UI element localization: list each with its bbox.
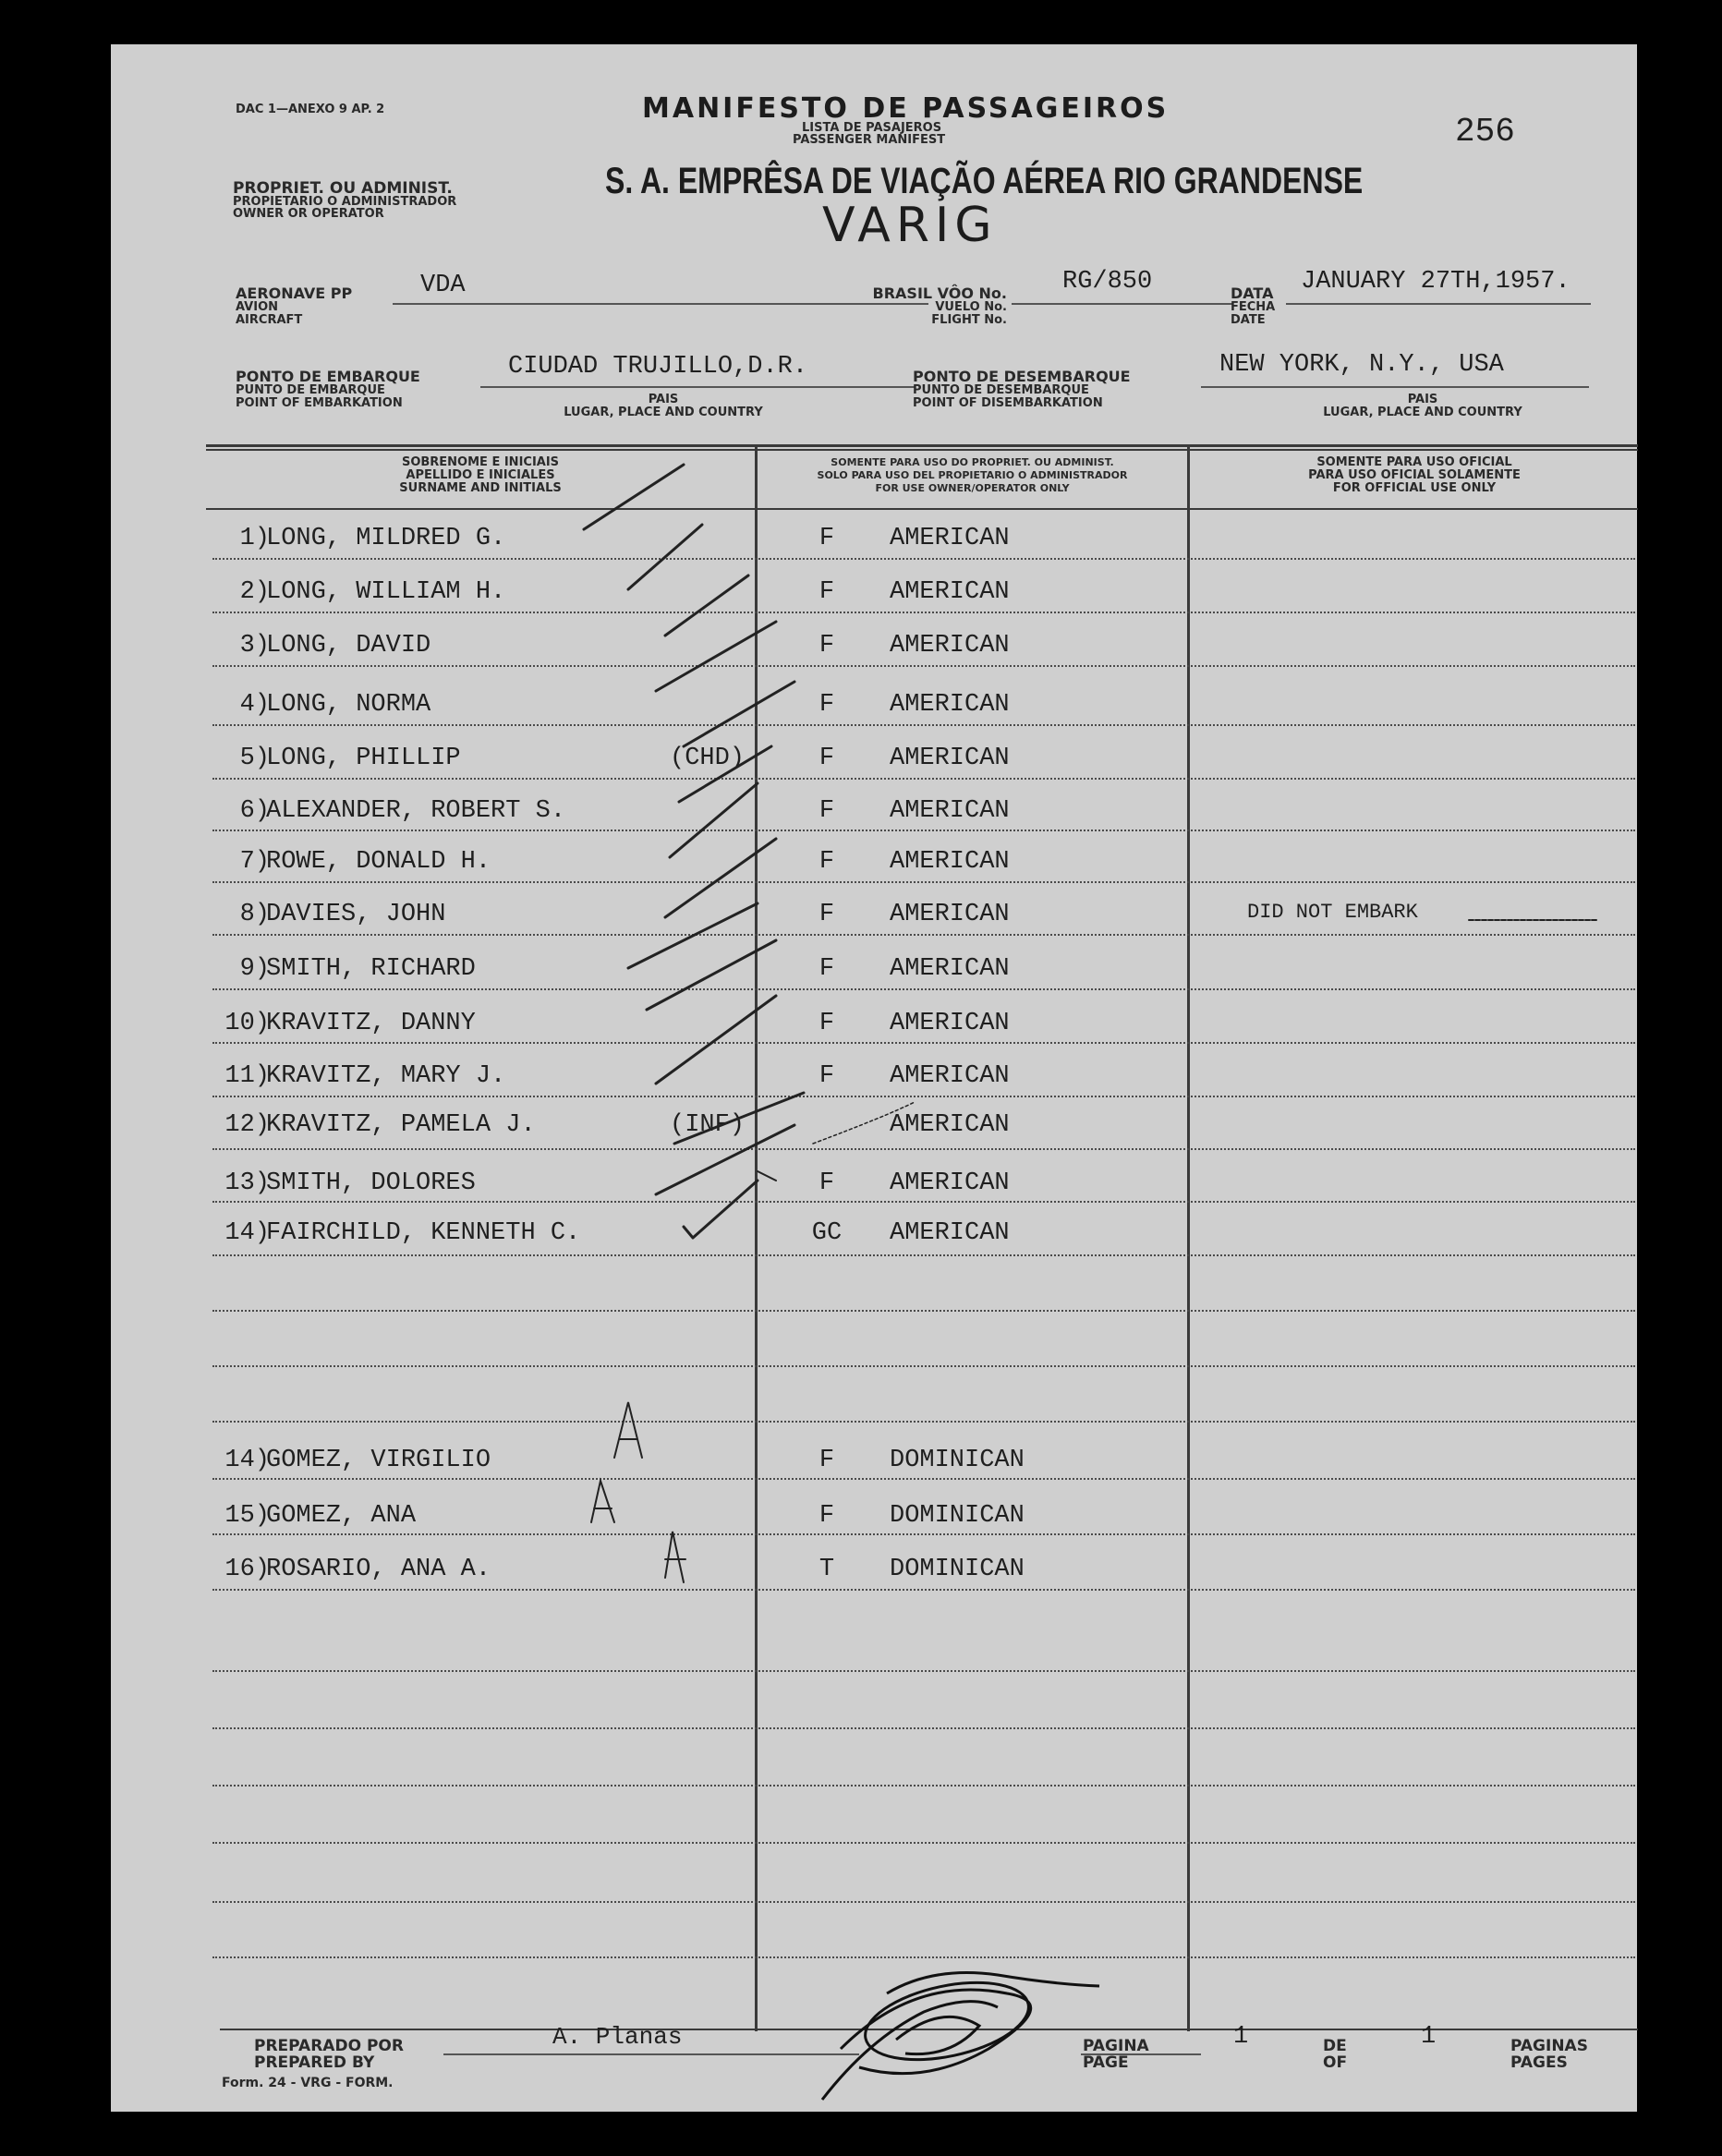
passenger-name: SMITH, RICHARD: [266, 955, 476, 983]
company-name: S. A. EMPRÊSA DE VIAÇÃO AÉREA RIO GRANDENSE: [605, 161, 1364, 201]
passenger-name: LONG, PHILLIP: [266, 745, 461, 772]
passenger-nationality: AMERICAN: [890, 1062, 1010, 1090]
col-header-names: SOBRENOME E INICIAIS APELLIDO E INICIALES SURNAME AND INITIALS: [399, 455, 562, 495]
passenger-code: F: [819, 955, 835, 983]
embark-value: CIUDAD TRUJILLO,D.R.: [508, 353, 808, 381]
passenger-number: 11): [224, 1062, 270, 1090]
passenger-name: LONG, WILLIAM H.: [266, 578, 506, 606]
form-footer: Form. 24 - VRG - FORM.: [222, 2076, 394, 2090]
page-current: 1: [1233, 2023, 1249, 2051]
page-total: 1: [1421, 2023, 1437, 2051]
passenger-nationality: DOMINICAN: [890, 1556, 1025, 1583]
passenger-nationality: DOMINICAN: [890, 1447, 1025, 1474]
prepared-label: PREPARADO POR PREPARED BY: [254, 2037, 404, 2072]
disembark-country-label: PAIS LUGAR, PLACE AND COUNTRY: [1323, 393, 1522, 419]
passenger-name: SMITH, DOLORES: [266, 1169, 476, 1197]
form-code: DAC 1—ANEXO 9 AP. 2: [236, 103, 385, 116]
passenger-name: KRAVITZ, DANNY: [266, 1010, 476, 1037]
manifest-title-en: PASSENGER MANIFEST: [793, 133, 946, 147]
passenger-nationality: AMERICAN: [890, 955, 1010, 983]
passenger-code: F: [819, 578, 835, 606]
company-short: VARIG: [822, 198, 998, 253]
page-label: PAGINA PAGE: [1083, 2037, 1149, 2072]
passenger-name: GOMEZ, ANA: [266, 1502, 417, 1530]
passenger-number: 9): [239, 955, 270, 983]
passenger-nationality: AMERICAN: [890, 1010, 1010, 1037]
passenger-name: KRAVITZ, PAMELA J.: [266, 1111, 536, 1139]
passenger-nationality: AMERICAN: [890, 525, 1010, 552]
passenger-name: GOMEZ, VIRGILIO: [266, 1447, 491, 1474]
of-label: DE OF: [1323, 2037, 1348, 2072]
passenger-number: 1): [239, 525, 270, 552]
page-stamp-number: 256: [1455, 113, 1515, 151]
passenger-code: T: [819, 1556, 835, 1583]
passenger-nationality: AMERICAN: [890, 1169, 1010, 1197]
passenger-code: F: [819, 1010, 835, 1037]
passenger-name: FAIRCHILD, KENNETH C.: [266, 1219, 581, 1247]
passenger-name: KRAVITZ, MARY J.: [266, 1062, 506, 1090]
passenger-number: 2): [239, 578, 270, 606]
embark-label: PONTO DE EMBARQUE PUNTO DE EMBARQUE POINT OF EMBARKATION: [236, 368, 420, 410]
passenger-number: 14): [224, 1219, 270, 1247]
passenger-number: 14): [224, 1447, 270, 1474]
passenger-code: F: [819, 691, 835, 719]
passenger-nationality: AMERICAN: [890, 745, 1010, 772]
passenger-name: LONG, NORMA: [266, 691, 431, 719]
passenger-nationality: AMERICAN: [890, 1219, 1010, 1247]
passenger-number: 3): [239, 632, 270, 660]
passenger-number: 12): [224, 1111, 270, 1139]
passenger-nationality: DOMINICAN: [890, 1502, 1025, 1530]
flight-value: RG/850: [1062, 268, 1153, 296]
passenger-code: F: [819, 1062, 835, 1090]
date-value: JANUARY 27TH,1957.: [1301, 268, 1570, 296]
passenger-number: 10): [224, 1010, 270, 1037]
passenger-code: F: [819, 797, 835, 825]
passenger-note: (INF): [670, 1111, 746, 1139]
passenger-name: ROSARIO, ANA A.: [266, 1556, 491, 1583]
passenger-code: F: [819, 848, 835, 876]
passenger-nationality: AMERICAN: [890, 632, 1010, 660]
aircraft-label: AERONAVE PP AVION AIRCRAFT: [236, 285, 353, 327]
pages-label: PAGINAS PAGES: [1510, 2037, 1588, 2072]
passenger-number: 5): [239, 745, 270, 772]
col-header-operator: SOMENTE PARA USO DO PROPRIET. OU ADMINIST. SOLO PARA USO DEL PROPIETARIO O ADMINISTRADOR FOR USE OWNER/OPERATOR ONLY: [817, 456, 1128, 494]
passenger-nationality: AMERICAN: [890, 848, 1010, 876]
passenger-name: DAVIES, JOHN: [266, 901, 446, 928]
passenger-number: 8): [239, 901, 270, 928]
date-label: DATA FECHA DATE: [1231, 285, 1276, 327]
manifest-title: MANIFESTO DE PASSAGEIROS: [642, 92, 1170, 125]
passenger-code: F: [819, 1447, 835, 1474]
passenger-number: 6): [239, 797, 270, 825]
aircraft-value: VDA: [420, 272, 466, 299]
passenger-number: 4): [239, 691, 270, 719]
col-header-official: SOMENTE PARA USO OFICIAL PARA USO OFICIAL SOLAMENTE FOR OFFICIAL USE ONLY: [1308, 455, 1521, 495]
passenger-code: GC: [811, 1219, 843, 1247]
check-marks: [111, 44, 1637, 2112]
passenger-note: (CHD): [670, 745, 746, 772]
passenger-nationality: AMERICAN: [890, 1111, 1010, 1139]
passenger-nationality: AMERICAN: [890, 691, 1010, 719]
passenger-code: F: [819, 632, 835, 660]
passenger-nationality: AMERICAN: [890, 901, 1010, 928]
passenger-code: F: [819, 745, 835, 772]
signature: [785, 1938, 1118, 2114]
passenger-number: 16): [224, 1556, 270, 1583]
passenger-name: LONG, MILDRED G.: [266, 525, 506, 552]
manifest-sheet: [111, 44, 1637, 2112]
passenger-name: ALEXANDER, ROBERT S.: [266, 797, 566, 825]
disembark-label: PONTO DE DESEMBARQUE PUNTO DE DESEMBARQUE POINT OF DISEMBARKATION: [913, 368, 1131, 410]
passenger-nationality: AMERICAN: [890, 578, 1010, 606]
disembark-value: NEW YORK, N.Y., USA: [1219, 351, 1504, 379]
prepared-by-value: A. Planas: [552, 2023, 683, 2051]
passenger-name: LONG, DAVID: [266, 632, 431, 660]
embark-country-label: PAIS LUGAR, PLACE AND COUNTRY: [564, 393, 763, 419]
manifest-title-es: LISTA DE PASAJEROS: [802, 121, 942, 135]
passenger-nationality: AMERICAN: [890, 797, 1010, 825]
official-remark: DID NOT EMBARK: [1247, 901, 1418, 924]
passenger-code: F: [819, 1169, 835, 1197]
passenger-number: 13): [224, 1169, 270, 1197]
owner-label: PROPRIET. OU ADMINIST. PROPIETARIO O ADMINISTRADOR OWNER OR OPERATOR: [233, 179, 457, 221]
passenger-code: F: [819, 525, 835, 552]
flight-label: BRASIL VÔO No. VUELO No. FLIGHT No.: [872, 285, 1007, 327]
passenger-code: F: [819, 1502, 835, 1530]
passenger-number: 15): [224, 1502, 270, 1530]
passenger-code: F: [819, 901, 835, 928]
passenger-name: ROWE, DONALD H.: [266, 848, 491, 876]
passenger-number: 7): [239, 848, 270, 876]
